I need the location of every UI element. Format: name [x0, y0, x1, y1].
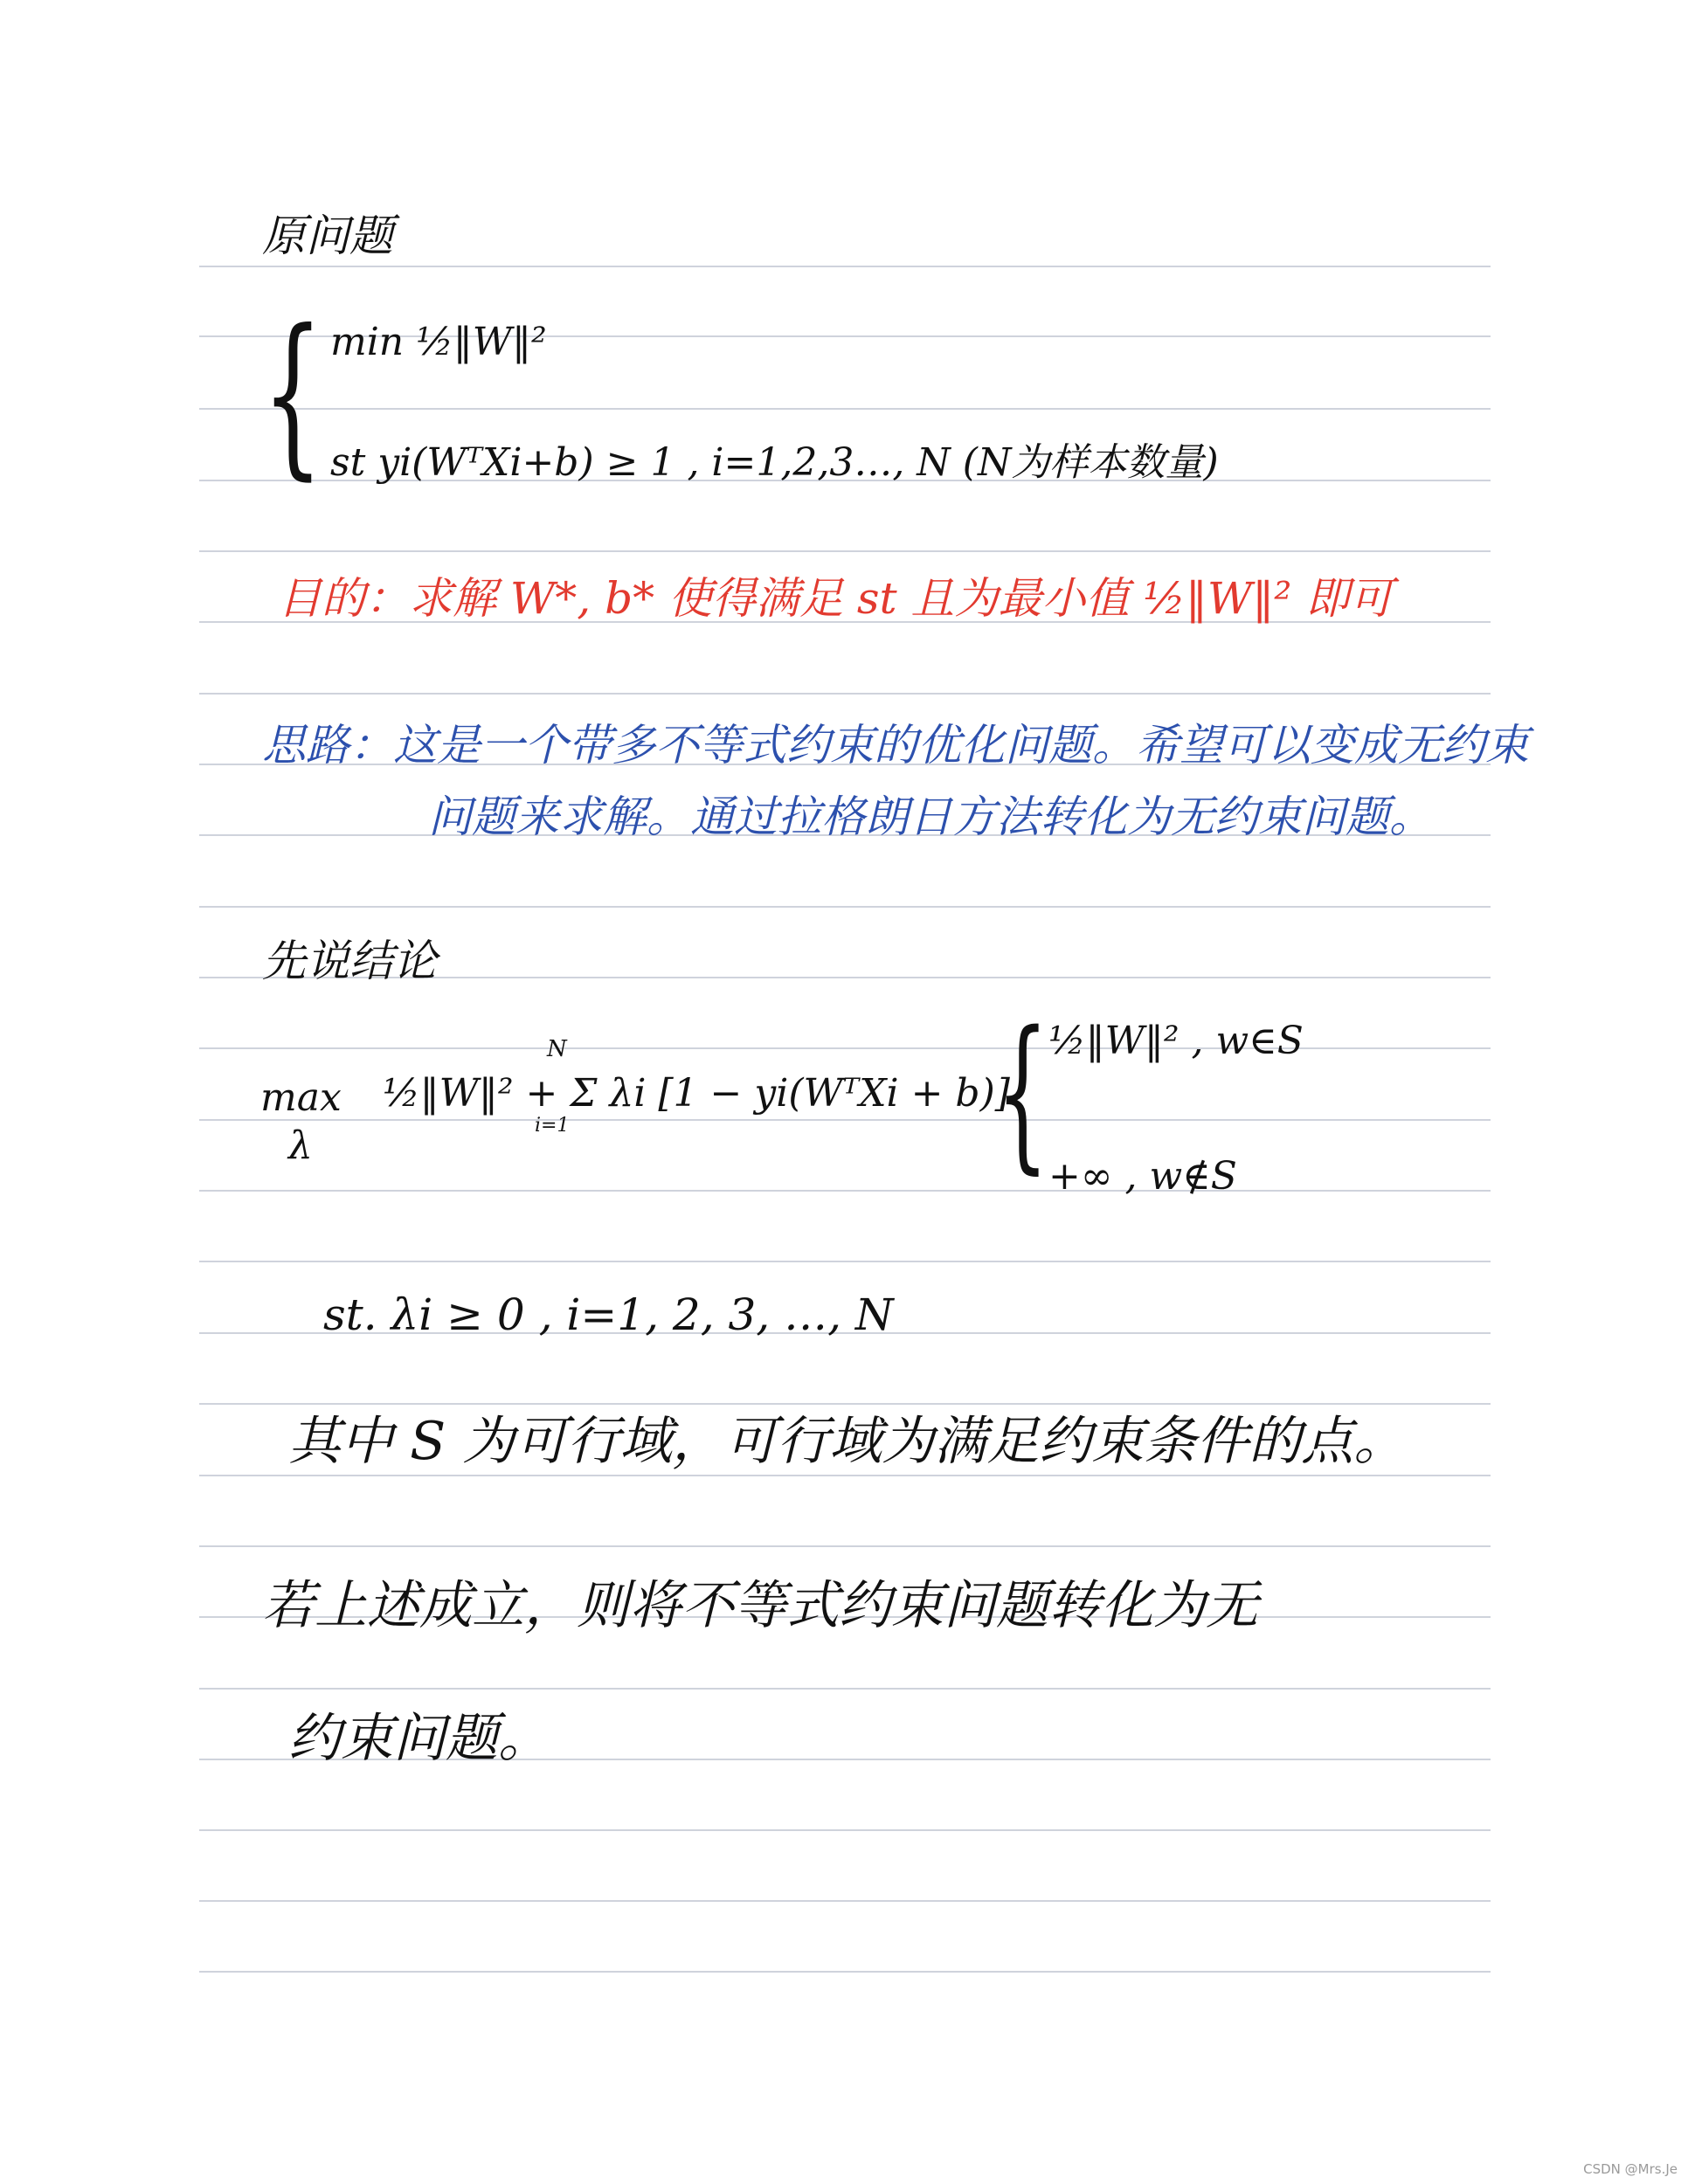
idea-line-2: 问题来求解。通过拉格朗日方法转化为无约束问题。: [428, 791, 1433, 842]
rule-line: [199, 906, 1491, 908]
conclusion-line-1: 若上述成立，则将不等式约束问题转化为无: [262, 1575, 1258, 1636]
rule-line: [199, 1829, 1491, 1831]
sum-lower-limit: i=1: [535, 1115, 570, 1137]
rule-line: [199, 408, 1491, 410]
rule-line: [199, 1475, 1491, 1476]
sum-upper-limit: N: [547, 1036, 567, 1062]
rule-line: [199, 1971, 1491, 1973]
section-heading-conclusion: 先说结论: [262, 936, 437, 986]
objective-formula: min ½‖W‖²: [330, 320, 547, 364]
rule-line: [199, 1688, 1491, 1690]
goal-text: 目的：求解 W*, b* 使得满足 st 且为最小值 ½‖W‖² 即可: [278, 573, 1394, 624]
cases-brace: {: [996, 996, 1049, 1189]
max-operator: max: [260, 1075, 342, 1120]
rule-line: [199, 1403, 1491, 1405]
conclusion-line-2: 约束问题。: [288, 1708, 550, 1769]
max-subscript: λ: [288, 1123, 313, 1168]
feasible-domain-note: 其中 S 为可行域，可行域为满足约束条件的点。: [288, 1411, 1407, 1472]
rule-line: [199, 693, 1491, 695]
constraint-formula: st yi(WᵀXi+b) ≥ 1 , i=1,2,3…, N (N为样本数量): [330, 440, 1219, 485]
lagrangian-expression: ½‖W‖² + Σ λi [1 − yi(WᵀXi + b)]: [383, 1071, 1010, 1116]
dual-constraint: st. λi ≥ 0 , i=1, 2, 3, …, N: [323, 1289, 894, 1340]
rule-line: [199, 1261, 1491, 1262]
rule-line: [199, 1119, 1491, 1121]
rule-line: [199, 1545, 1491, 1547]
rule-line: [199, 1190, 1491, 1192]
rule-line: [199, 1900, 1491, 1902]
case-feasible: ½‖W‖² , w∈S: [1048, 1019, 1304, 1063]
case-infeasible: +∞ , w∉S: [1048, 1154, 1237, 1199]
watermark: CSDN @Mrs.Je: [1583, 2161, 1678, 2177]
idea-line-1: 思路：这是一个带多不等式约束的优化问题。希望可以变成无约束: [262, 720, 1529, 771]
rule-line: [199, 266, 1491, 267]
section-heading-original-problem: 原问题: [262, 211, 393, 261]
left-brace: {: [262, 293, 323, 496]
rule-line: [199, 550, 1491, 552]
